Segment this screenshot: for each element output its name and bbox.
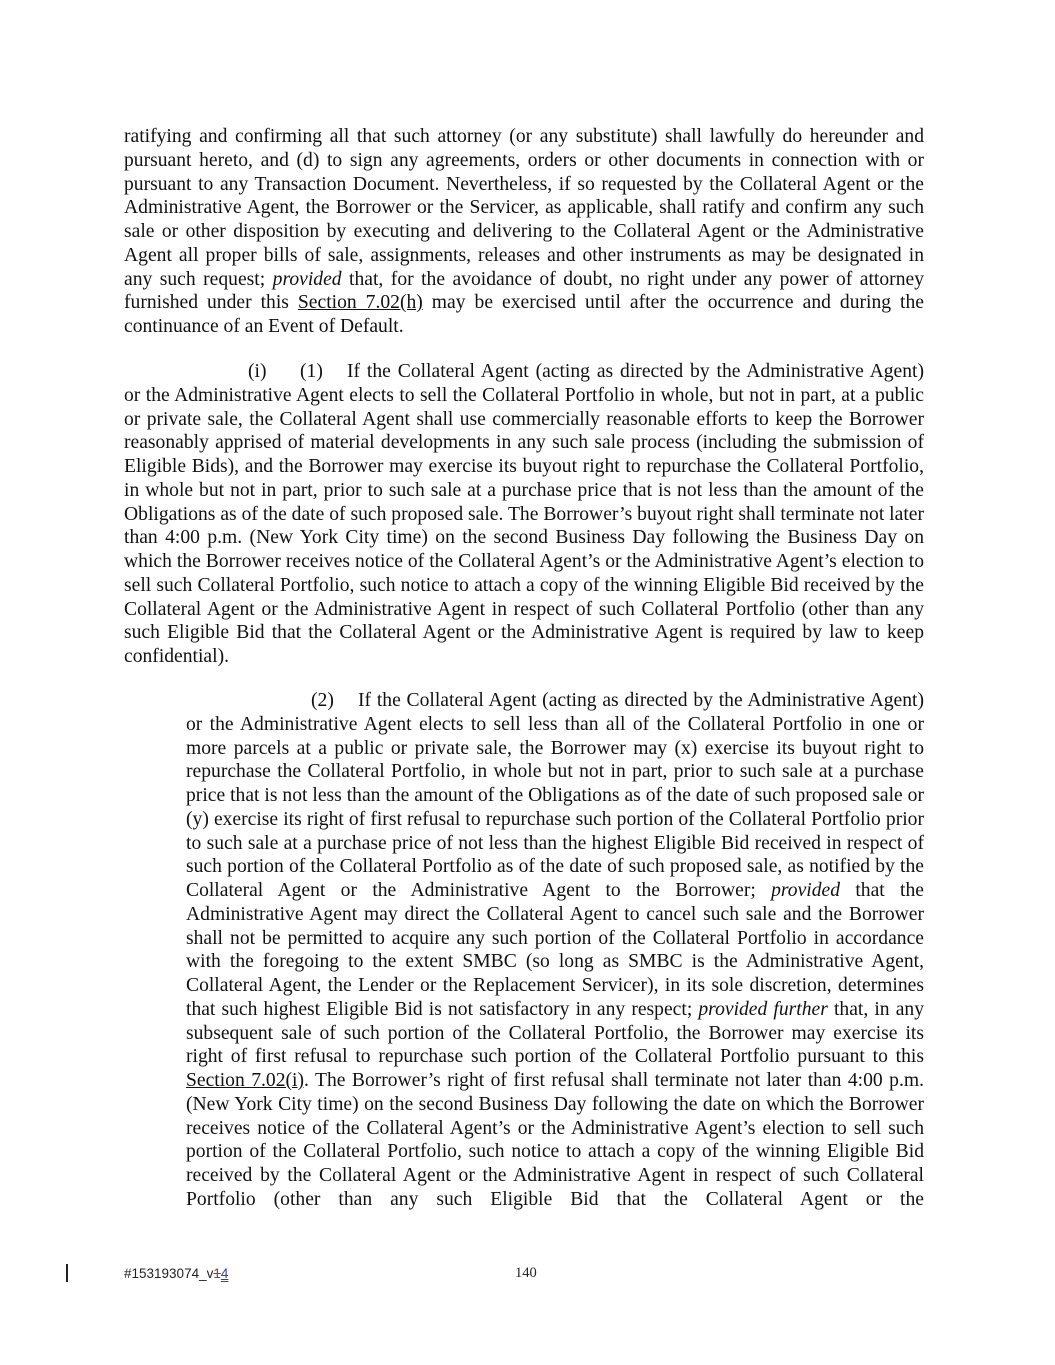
document-id-prefix: #153193074_v	[124, 1266, 214, 1281]
paragraph-text: ratifying and confirming all that such attorney (or any substitute) shall lawfully do hereunder and pursuant hereto, and (d) to sign any agreements, orders or other documents in connection with or pursuant to any Transaction Document. Nevertheless, if so requested by the Collateral Agent or the Administrative Agent, the Borrower or the Servicer, as applicable, shall ratify and confirm any such sale or other disposition by executing and delivering to the Collateral Agent or the Administrative Agent all proper bills of sale, assignments, releases and other instruments as may be designated in any such request;	[124, 126, 924, 290]
page-number: 140	[515, 1265, 537, 1281]
paragraph-text: . The Borrower’s right of first refusal shall terminate not later than 4:00 p.m. (New York City time) on the second Business Day following the date on which the Borrower receives notice of the Collateral Agent’s or the Administrative Agent’s election to sell such portion of the Collateral Portfolio, such notice to attach a copy of the winning Eligible Bid received by the Collateral Agent or the Administrative Agent in respect of such Collateral Portfolio (other than any such Eligible Bid that the Collateral Agent or the	[186, 1070, 924, 1210]
paragraph-section-i-1	[124, 360, 924, 669]
paragraph-text: If the Collateral Agent (acting as directed by the Administrative Agent) or the Administrative Agent elects to sell less than all of the Collateral Portfolio in one or more parcels at a public or private sale, the Borrower may (x) exercise its buyout right to repurchase the Collateral Portfolio, in whole but not in part, prior to such sale at a purchase price that is not less than the amount of the Obligations as of the date of such proposed sale or (y) exercise its right of first refusal to repurchase such portion of the Collateral Portfolio prior to such sale at a purchase price of not less than the highest Eligible Bid received in respect of such portion of the Collateral Portfolio as of the date of such proposed sale, as notified by the Collateral Agent or the Administrative Agent to the Borrower;	[186, 690, 924, 901]
section-cross-reference[interactable]: Section 7.02(h)	[297, 292, 423, 314]
clause-label-i: (i)	[248, 361, 267, 382]
italic-provided: provided	[771, 880, 841, 901]
clause-label-2: (2)	[311, 690, 334, 711]
clause-label-1: (1)	[300, 361, 323, 382]
change-bar	[66, 1264, 68, 1282]
deleted-version: 1	[213, 1266, 221, 1281]
paragraph-text: If the Collateral Agent (acting as directed by the Administrative Agent) or the Administrative Agent elects to sell the Collateral Portfolio in whole, but not in part, at a public or private sale, the Collateral Agent shall use commercially reasonable efforts to keep the Borrower reasonably apprised of material developments in any such sale process (including the submission of Eligible Bids), and the Borrower may exercise its buyout right to repurchase the Collateral Portfolio, in whole but not in part, prior to such sale at a purchase price that is not less than the amount of the Obligations as of the date of such proposed sale. The Borrower’s buyout right shall terminate not later than 4:00 p.m. (New York City time) on the second Business Day following the Business Day on which the Borrower receives notice of the Collateral Agent’s or the Administrative Agent’s election to sell such Collateral Portfolio, such notice to attach a copy of the winning Eligible Bid received by the Collateral Agent or the Administrative Agent in respect of such Collateral Portfolio (other than any such Eligible Bid that the Collateral Agent or the Administrative Agent is required by law to keep confidential).	[124, 361, 924, 667]
paragraph-power-of-attorney	[124, 125, 924, 339]
paragraph-text: that, in any subsequent sale of such portion of the Collateral Portfolio, the Borrower may exercise its right of first refusal to repurchase such portion of the Collateral Portfolio pursuant to this	[186, 998, 924, 1068]
inserted-version: 4	[220, 1266, 229, 1281]
paragraph-text: may be exercised until after the occurrence and during the continuance of an Event of Default.	[124, 292, 924, 337]
paragraph-section-i-2	[186, 689, 924, 1212]
italic-provided-further: provided further	[698, 998, 828, 1020]
section-cross-reference[interactable]: Section 7.02(i)	[186, 1070, 304, 1091]
paragraph-text: that, for the avoidance of doubt, no right under any power of attorney furnished under this	[124, 268, 924, 314]
italic-provided: provided	[272, 268, 342, 290]
paragraph-text: that the Administrative Agent may direct the Collateral Agent to cancel such sale and the Borrower shall not be permitted to acquire any such portion of the Collateral Portfolio in accordance with the foregoing to the extent SMBC (so long as SMBC is the Administrative Agent, Collateral Agent, the Lender or the Replacement Servicer), in its sole discretion, determines that such highest Eligible Bid is not satisfactory in any respect;	[186, 880, 924, 1020]
document-id	[124, 1266, 228, 1281]
